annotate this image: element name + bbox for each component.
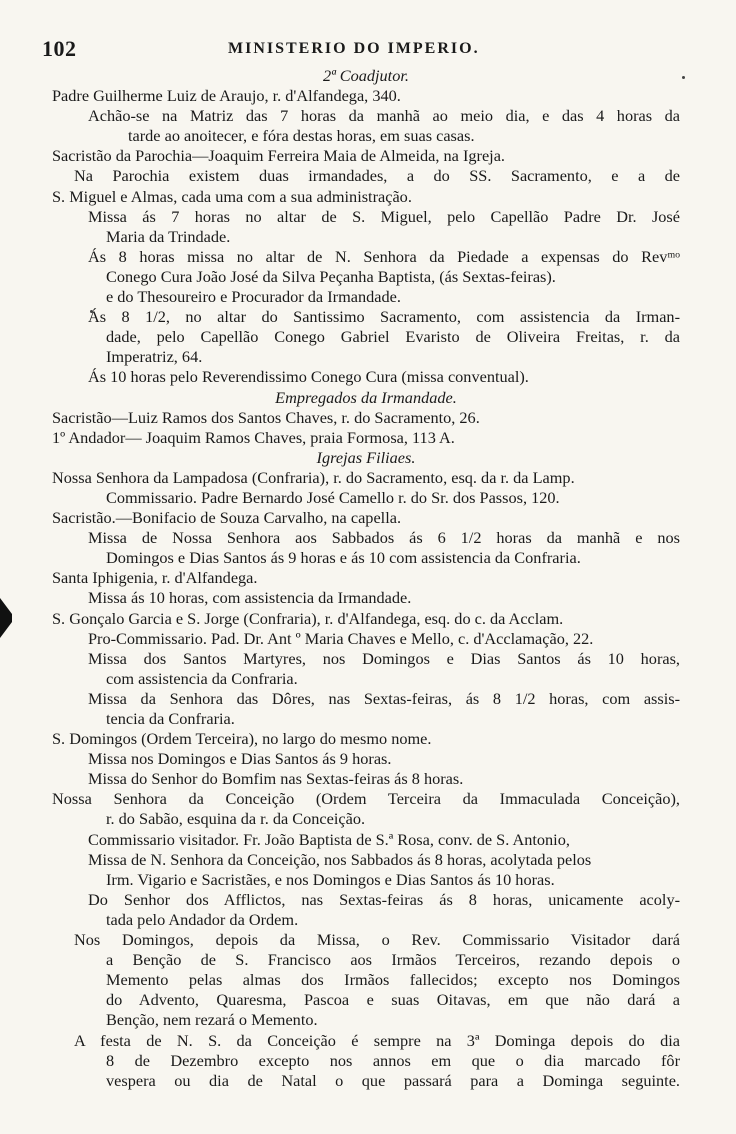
text-line: 2ª Coadjutor. [323, 66, 409, 85]
text-line: Missa do Senhor do Bomfim nas Sextas-feiras ás 8 horas. [88, 769, 464, 789]
text-line: r. do Sabão, esquina da r. da Conceição. [106, 809, 366, 829]
text-line: Domingos e Dias Santos ás 9 horas e ás 10 com assistencia da Confraria. [106, 548, 581, 568]
text-line: Ás 8 1/2, no altar do Santissimo Sacramento, com assistencia da Irman- [88, 307, 680, 327]
text-line: Benção, nem rezará o Memento. [106, 1010, 318, 1030]
section-heading: Empregados da Irmandade. [275, 387, 457, 407]
running-title: MINISTERIO DO IMPERIO. [228, 40, 480, 57]
text-line: Nossa Senhora da Conceição (Ordem Terceira da Immaculada Conceição), [52, 789, 680, 809]
text-line: vespera ou dia de Natal o que passará para a Dominga seguinte. [106, 1070, 680, 1090]
ink-speck [682, 76, 685, 79]
page-number: 102 [42, 36, 77, 61]
text-line: Commissario visitador. Fr. João Baptista de S.ª Rosa, conv. de S. Antonio, [88, 829, 570, 849]
text-line: Missa ás 10 horas, com assistencia da Irmandade. [88, 588, 412, 608]
text-line: A festa de N. S. da Conceição é sempre na 3ª Dominga depois do dia [74, 1030, 680, 1050]
text-line: e do Thesoureiro e Procurador da Irmandade. [106, 287, 401, 307]
text-line: Irm. Vigario e Sacristães, e nos Domingos e Dias Santos ás 10 horas. [106, 869, 555, 889]
text-line: tada pelo Andador da Ordem. [106, 909, 299, 929]
text-line: Ás 10 horas pelo Reverendissimo Conego Cura (missa conventual). [88, 367, 529, 387]
text-line: Nos Domingos, depois da Missa, o Rev. Commissario Visitador dará [74, 930, 680, 950]
text-line: Maria da Trindade. [106, 226, 231, 246]
page-header [42, 36, 676, 62]
text-line: S. Domingos (Ordem Terceira), no largo do mesmo nome. [52, 729, 432, 749]
text-line: Memento pelas almas dos Irmãos fallecidos; excepto nos Domingos [106, 970, 680, 990]
text-line: Imperatriz, 64. [106, 347, 203, 367]
text-line: Conego Cura João José da Silva Peçanha Baptista, (ás Sextas-feiras). [106, 266, 556, 286]
margin-mark [0, 598, 12, 638]
page-body [52, 66, 680, 1091]
text-line: Nossa Senhora da Lampadosa (Confraria), r. do Sacramento, esq. da r. da Lamp. [52, 467, 575, 487]
text-line: Missa de Nossa Senhora aos Sabbados ás 6 1/2 horas da manhã e nos [88, 528, 680, 548]
text-line: Missa ás 7 horas no altar de S. Miguel, pelo Capellão Padre Dr. José [88, 206, 680, 226]
text-line: Ás 8 horas missa no altar de N. Senhora da Piedade a expensas do Revᵐᵒ [88, 246, 680, 266]
text-line: do Advento, Quaresma, Pascoa e suas Oitavas, em que não dará a [106, 990, 680, 1010]
text-line: S. Miguel e Almas, cada uma com a sua administração. [52, 186, 412, 206]
text-line: Sacristão da Parochia—Joaquim Ferreira Maia de Almeida, na Igreja. [52, 146, 505, 166]
text-line: Missa de N. Senhora da Conceição, nos Sabbados ás 8 horas, acolytada pelos [88, 849, 592, 869]
text-line: Santa Iphigenia, r. d'Alfandega. [52, 568, 258, 588]
text-line: a Benção de S. Francisco aos Irmãos Terceiros, rezando depois o [106, 950, 680, 970]
text-line: S. Gonçalo Garcia e S. Jorge (Confraria), r. d'Alfandega, esq. do c. da Acclam. [52, 608, 564, 628]
text-line: tarde ao anoitecer, e fóra destas horas, em suas casas. [128, 126, 475, 146]
text-line: 1º Andador— Joaquim Ramos Chaves, praia Formosa, 113 A. [52, 427, 455, 447]
text-line: Na Parochia existem duas irmandades, a do SS. Sacramento, e a de [74, 166, 680, 186]
text-line: com assistencia da Confraria. [106, 668, 298, 688]
text-line: Missa dos Santos Martyres, nos Domingos e Dias Santos ás 10 horas, [88, 648, 680, 668]
text-line: Padre Guilherme Luiz de Araujo, r. d'Alfandega, 340. [52, 86, 401, 106]
text-line: tencia da Confraria. [106, 709, 235, 728]
text-line: 8 de Dezembro excepto nos annos em que o dia marcado fôr [106, 1050, 680, 1070]
text-line: Pro-Commissario. Pad. Dr. Ant º Maria Chaves e Mello, c. d'Acclamação, 22. [88, 628, 594, 648]
text-line: Achão-se na Matriz das 7 horas da manhã ao meio dia, e das 4 horas da [88, 106, 680, 126]
text-line: Commissario. Padre Bernardo José Camello r. do Sr. dos Passos, 120. [106, 487, 560, 507]
text-line: dade, pelo Capellão Conego Gabriel Evaristo de Oliveira Freitas, r. da [106, 327, 680, 347]
text-line: Sacristão.—Bonifacio de Souza Carvalho, na capella. [52, 508, 402, 528]
section-heading: Igrejas Filiaes. [316, 447, 416, 467]
text-line: Missa da Senhora das Dôres, nas Sextas-feiras, ás 8 1/2 horas, com assis- [88, 688, 680, 708]
text-line: Missa nos Domingos e Dias Santos ás 9 horas. [88, 749, 392, 769]
text-line: Do Senhor dos Afflictos, nas Sextas-feiras ás 8 horas, unicamente acoly- [88, 889, 680, 909]
text-line: Sacristão—Luiz Ramos dos Santos Chaves, r. do Sacramento, 26. [52, 407, 480, 427]
